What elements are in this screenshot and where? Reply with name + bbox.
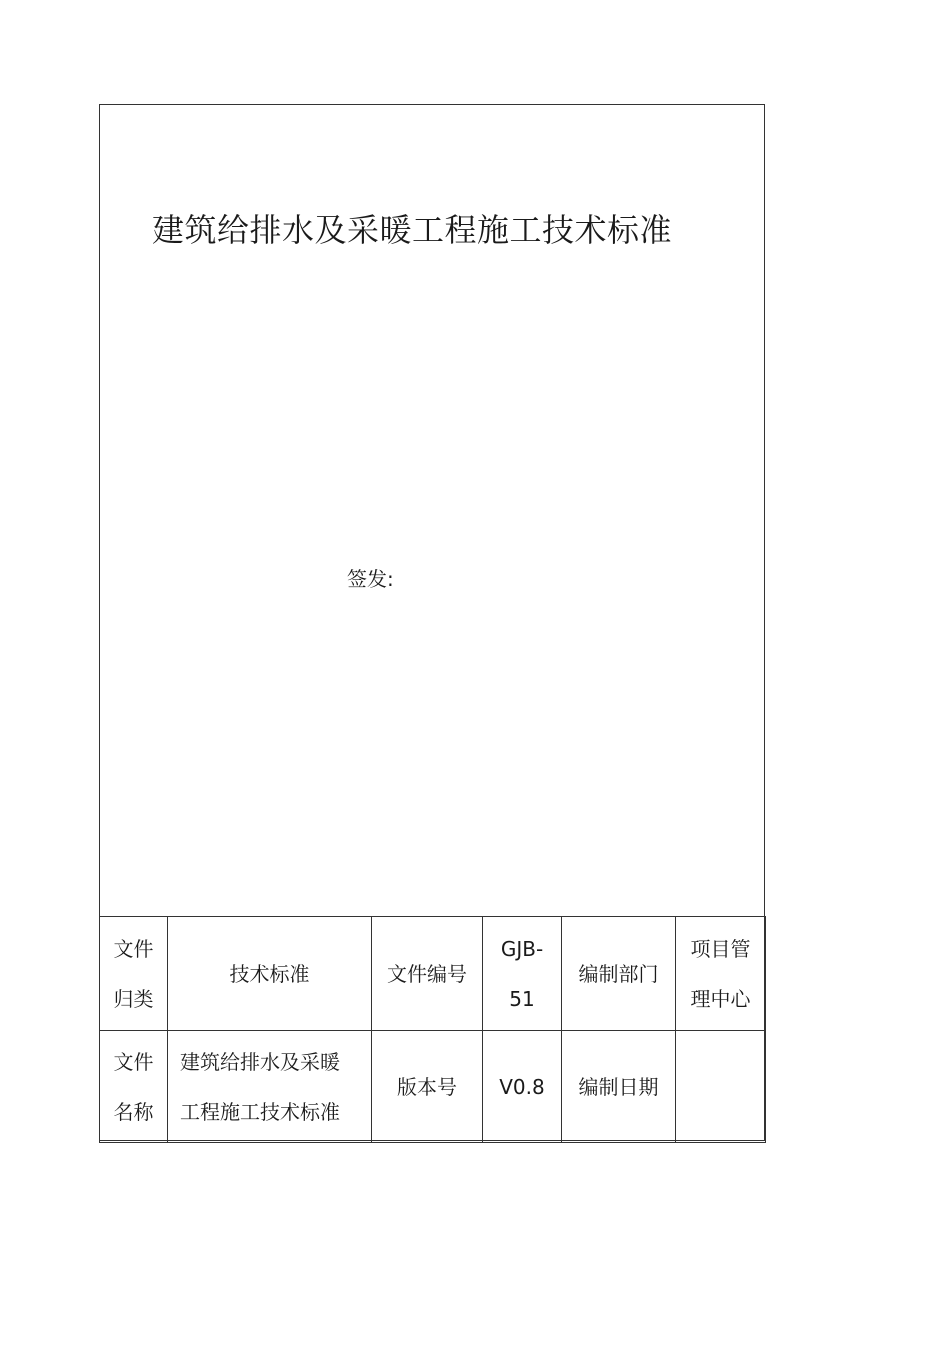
name-value-line2: 工程施工技术标准	[180, 1099, 340, 1124]
doc-number-label-cell: 文件编号	[372, 917, 483, 1031]
dept-value-line1: 项目管	[690, 936, 751, 961]
name-value-line1: 建筑给排水及采暖	[180, 1049, 340, 1074]
document-cover-frame	[99, 104, 765, 1141]
category-label-cell	[100, 917, 168, 1031]
dept-label-cell: 编制部门	[562, 917, 676, 1031]
dept-value-cell	[676, 917, 766, 1031]
name-label-line2: 名称	[113, 1099, 154, 1124]
doc-number-line1: GJB-	[500, 936, 544, 961]
name-label-cell	[100, 1031, 168, 1143]
version-value-cell: V0.8	[483, 1031, 562, 1143]
name-value-cell	[168, 1031, 372, 1143]
sign-off-label: 签发:	[347, 567, 394, 591]
category-label-line2: 归类	[113, 986, 154, 1011]
document-title: 建筑给排水及采暖工程施工技术标准	[152, 211, 673, 249]
date-label-cell: 编制日期	[562, 1031, 676, 1143]
version-label-cell: 版本号	[372, 1031, 483, 1143]
dept-value-line2: 理中心	[690, 986, 751, 1011]
name-label-line1: 文件	[113, 1049, 154, 1074]
category-label-line1: 文件	[113, 936, 154, 961]
table-row	[100, 917, 766, 1031]
doc-number-value-cell	[483, 917, 562, 1031]
category-value-cell: 技术标准	[168, 917, 372, 1031]
document-info-table	[99, 916, 766, 1143]
table-row	[100, 1031, 766, 1143]
date-value-cell	[676, 1031, 766, 1143]
doc-number-line2: 51	[509, 986, 535, 1011]
